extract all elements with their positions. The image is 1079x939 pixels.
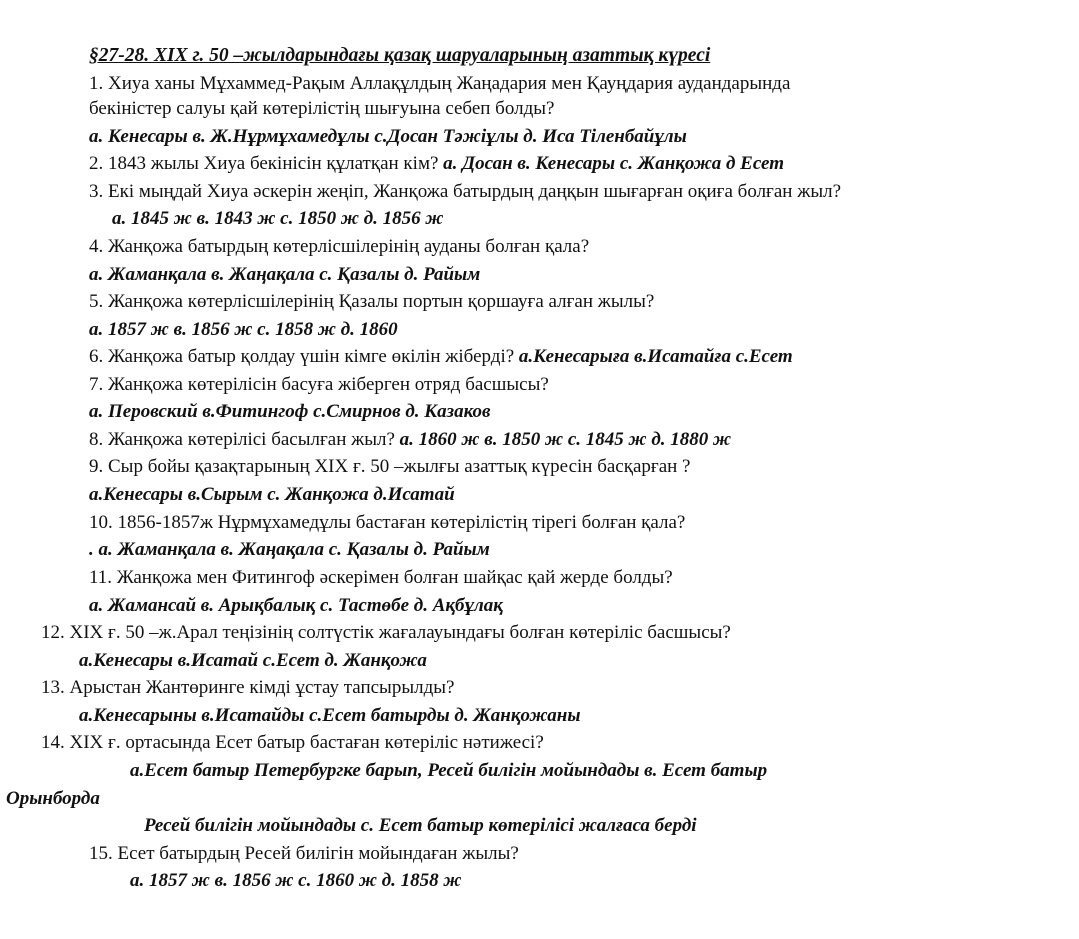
answers-14-line-3: Ресей билігін мойындады с. Есет батыр көтерілісі жалғаса берді: [144, 815, 697, 836]
answers-15: а. 1857 ж в. 1856 ж с. 1860 ж д. 1858 ж: [130, 870, 462, 891]
answers-10: . а. Жаманқала в. Жаңақала с. Қазалы д. Райым: [89, 539, 490, 560]
question-2: 2. 1843 жылы Хиуа бекінісін құлатқан кім?: [89, 153, 439, 174]
answers-14-line-1: а.Есет батыр Петербургке барып, Ресей билігін мойындады в. Есет батыр: [130, 760, 768, 781]
question-8: 8. Жанқожа көтерілісі басылған жыл?: [89, 429, 395, 450]
question-6: 6. Жанқожа батыр қолдау үшін кімге өкілін жіберді?: [89, 346, 515, 367]
question-2-row: [89, 152, 784, 176]
answers-12: а.Кенесары в.Исатай с.Есет д. Жанқожа: [79, 650, 427, 671]
answers-3: а. 1845 ж в. 1843 ж с. 1850 ж д. 1856 ж: [112, 208, 444, 229]
answers-9: а.Кенесары в.Сырым с. Жанқожа д.Исатай: [89, 484, 455, 505]
question-12: 12. XIX ғ. 50 –ж.Арал теңізінің солтүстік жағалауындағы болған көтеріліс басшысы?: [41, 622, 731, 643]
question-1-line-2: бекіністер салуы қай көтерілістің шығуына себеп болды?: [89, 98, 555, 119]
answers-2: а. Досан в. Кенесары с. Жанқожа д Есет: [443, 153, 784, 174]
question-14: 14. XIX ғ. ортасында Есет батыр бастаған көтеріліс нәтижесі?: [41, 732, 544, 753]
answers-13: а.Кенесарыны в.Исатайды с.Есет батырды д. Жанқожаны: [79, 705, 581, 726]
question-4: 4. Жанқожа батырдың көтерлісшілерінің ауданы болған қала?: [89, 236, 590, 257]
page-title: §27-28. XIX г. 50 –жылдарындағы қазақ шаруаларының азаттық күресі: [89, 45, 711, 66]
question-3: 3. Екі мыңдай Хиуа әскерін жеңіп, Жанқожа батырдың даңқын шығарған оқиға болған жыл?: [89, 181, 842, 202]
question-13: 13. Арыстан Жантөринге кімді ұстау тапсырылды?: [41, 677, 455, 698]
question-15: 15. Есет батырдың Ресей билігін мойындаған жылы?: [89, 843, 519, 864]
answers-6: а.Кенесарыға в.Исатайға с.Есет: [518, 346, 793, 367]
question-1-line-1: 1. Хиуа ханы Мұхаммед-Рақым Аллақұлдың Жаңадария мен Қауңдария аудандарында: [89, 73, 791, 94]
question-11: 11. Жанқожа мен Фитингоф әскерімен болған шайқас қай жерде болды?: [89, 567, 673, 588]
question-10: 10. 1856-1857ж Нұрмұхамедұлы бастаған көтерілістің тірегі болған қала?: [89, 512, 686, 533]
question-6-row: [89, 345, 793, 369]
question-7: 7. Жанқожа көтерілісін басуға жіберген отряд басшысы?: [89, 374, 549, 395]
answers-8: а. 1860 ж в. 1850 ж с. 1845 ж д. 1880 ж: [399, 429, 732, 450]
question-9: 9. Сыр бойы қазақтарының XIX ғ. 50 –жылғы азаттық күресін басқарған ?: [89, 456, 691, 477]
answers-7: а. Перовский в.Фитингоф с.Смирнов д. Казаков: [89, 401, 491, 422]
answers-14-line-2: Орынборда: [6, 788, 100, 809]
answers-1: а. Кенесары в. Ж.Нұрмұхамедұлы с.Досан Тәжіұлы д. Иса Тіленбайұлы: [89, 126, 687, 147]
answers-11: а. Жамансай в. Арықбалық с. Тастөбе д. Ақбұлақ: [89, 595, 503, 616]
answers-5: а. 1857 ж в. 1856 ж с. 1858 ж д. 1860: [89, 319, 398, 340]
answers-4: а. Жаманқала в. Жаңақала с. Қазалы д. Райым: [89, 264, 481, 285]
question-8-row: [89, 428, 731, 452]
question-5: 5. Жанқожа көтерлісшілерінің Қазалы портын қоршауға алған жылы?: [89, 291, 655, 312]
